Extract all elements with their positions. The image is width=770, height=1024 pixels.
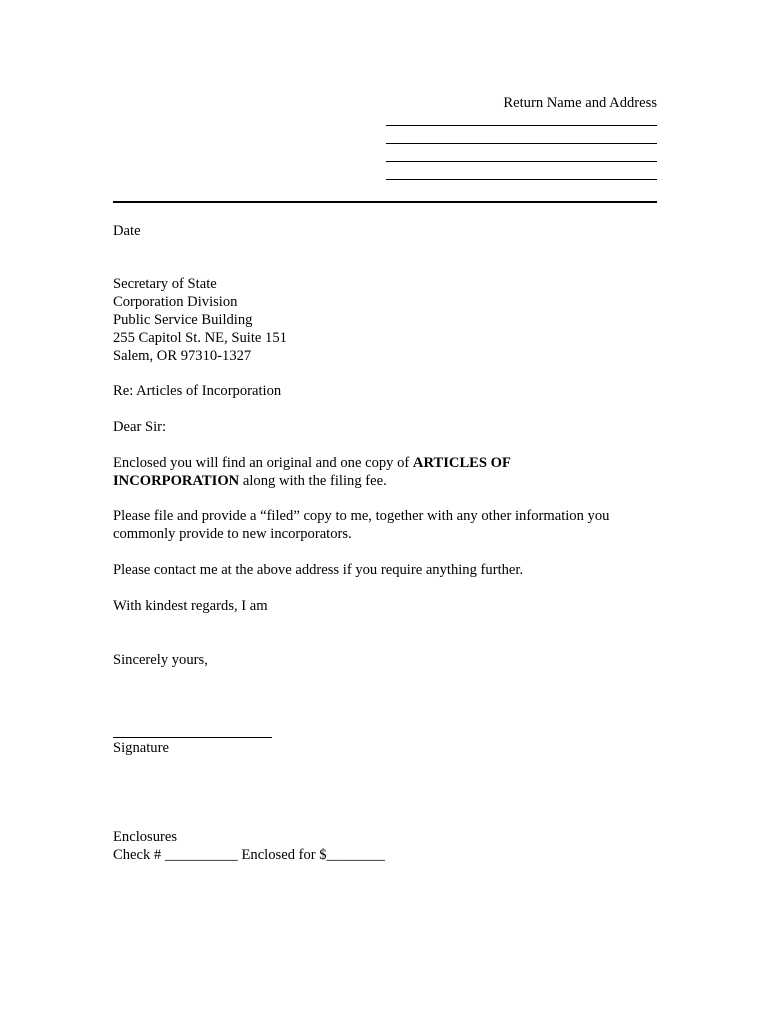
recipient-line-1: Secretary of State <box>113 276 217 292</box>
closing-regards: With kindest regards, I am <box>113 598 268 614</box>
closing-sincerely: Sincerely yours, <box>113 652 208 668</box>
date-label: Date <box>113 223 141 239</box>
paragraph-please-file-line-1: Please file and provide a “filed” copy to me, together with any other information you <box>113 508 610 524</box>
articles-of-bold: ARTICLES OF <box>412 455 511 471</box>
signature-label: Signature <box>113 740 169 756</box>
recipient-line-2: Corporation Division <box>113 294 238 310</box>
return-address-block <box>386 94 657 112</box>
return-address-title: Return Name and Address <box>503 95 657 111</box>
paragraph-enclosed-line-1 <box>113 454 657 472</box>
return-address-blank-line-1 <box>386 125 657 126</box>
salutation: Dear Sir: <box>113 419 167 435</box>
recipient-line-5: Salem, OR 97310-1327 <box>113 348 252 364</box>
re-line: Re: Articles of Incorporation <box>113 383 282 399</box>
paragraph-enclosed-text-2: along with the filing fee. <box>239 473 387 489</box>
paragraph-enclosed-line-2 <box>113 472 657 490</box>
paragraph-please-file <box>113 507 657 543</box>
enclosures-label: Enclosures <box>113 829 178 845</box>
signature-line <box>113 737 272 738</box>
return-address-blank-line-4 <box>386 179 657 180</box>
incorporation-bold: INCORPORATION <box>113 473 240 489</box>
header-divider <box>113 201 657 203</box>
paragraph-enclosed <box>113 454 657 490</box>
check-enclosed-line: Check # __________ Enclosed for $________ <box>113 847 385 863</box>
paragraph-enclosed-text-1: Enclosed you will find an original and one copy of <box>113 455 413 471</box>
return-address-blank-line-2 <box>386 143 657 144</box>
recipient-line-4: 255 Capitol St. NE, Suite 151 <box>113 330 287 346</box>
paragraph-contact: Please contact me at the above address if you require anything further. <box>113 562 524 578</box>
paragraph-please-file-line-2: commonly provide to new incorporators. <box>113 526 352 542</box>
recipient-address <box>113 275 657 365</box>
return-address-blank-line-3 <box>386 161 657 162</box>
recipient-line-3: Public Service Building <box>113 312 253 328</box>
